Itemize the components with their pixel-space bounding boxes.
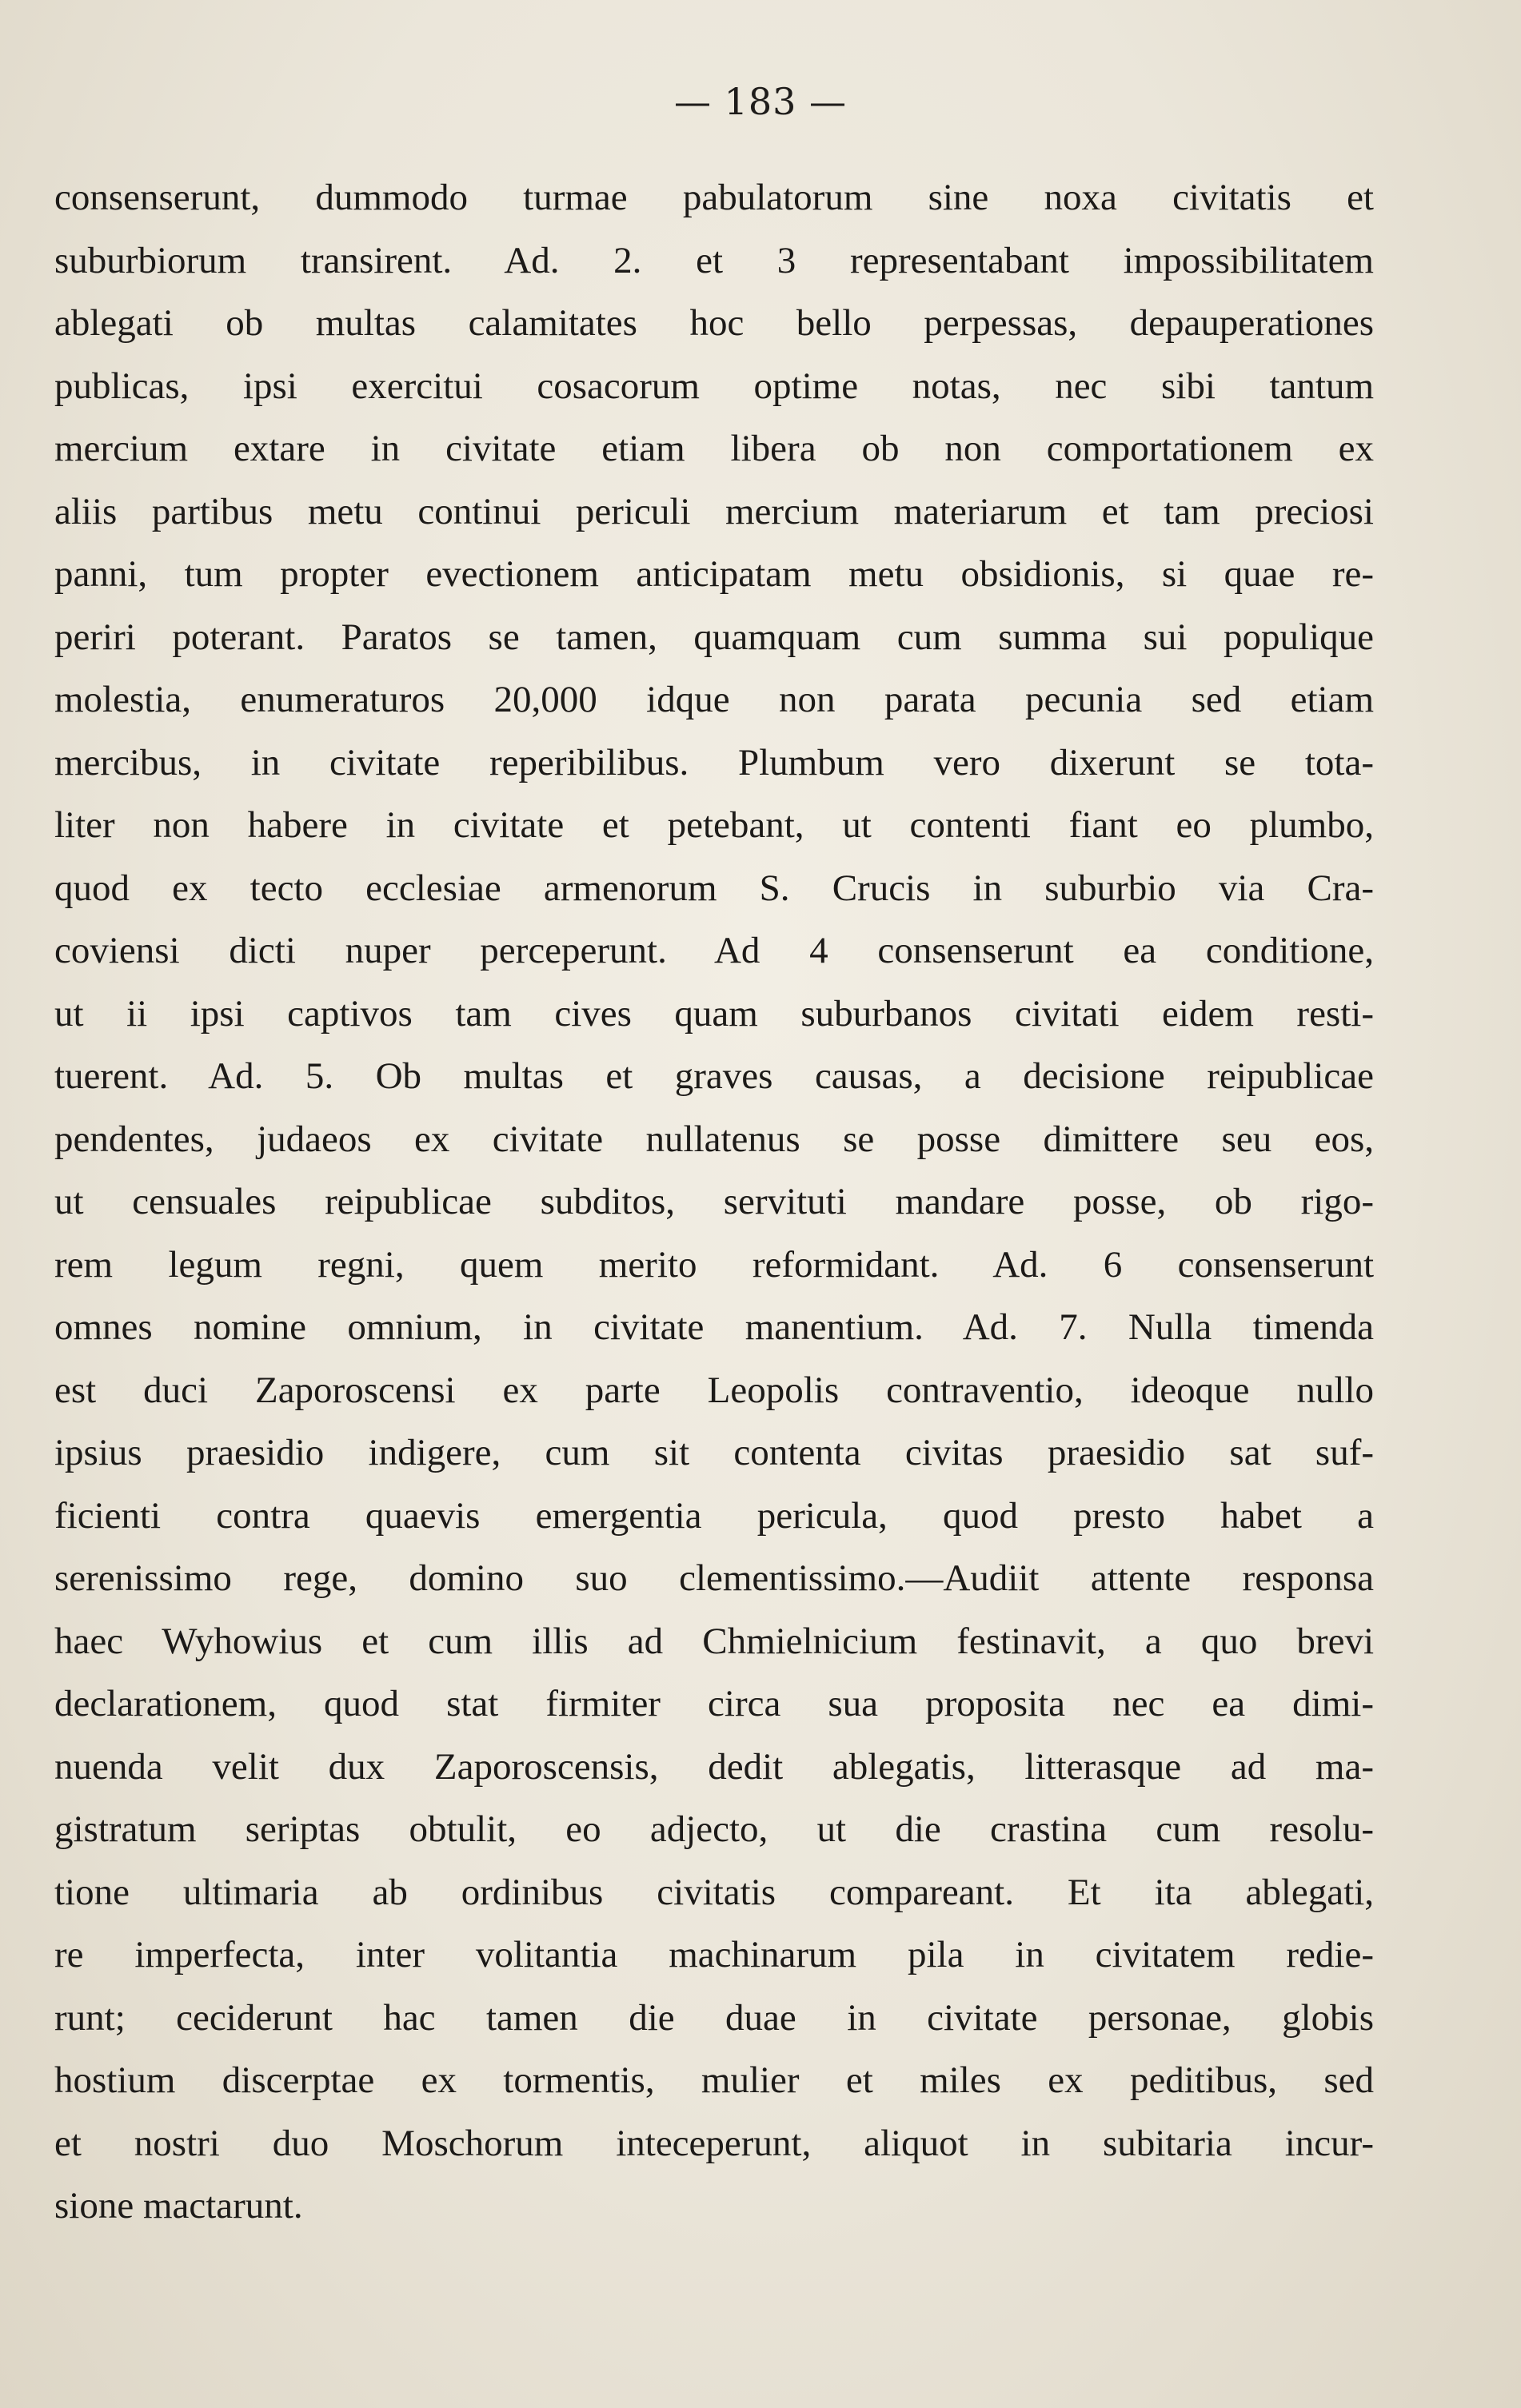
text-line: pendentes, judaeos ex civitate nullatenus se posse dimittere seu eos,	[54, 1118, 1374, 1160]
text-line: est duci Zaporoscensi ex parte Leopolis contraventio, ideoque nullo	[54, 1369, 1374, 1411]
text-line: gistratum seriptas obtulit, eo adjecto, ut die crastina cum resolu-	[54, 1808, 1374, 1850]
text-line: periri poterant. Paratos se tamen, quamquam cum summa sui populique	[54, 616, 1374, 658]
text-line: nuenda velit dux Zaporoscensis, dedit ablegatis, litterasque ad ma-	[54, 1745, 1374, 1788]
text-line: runt; ceciderunt hac tamen die duae in civitate personae, globis	[54, 1996, 1374, 2039]
text-line: omnes nomine omnium, in civitate manentium. Ad. 7. Nulla timenda	[54, 1306, 1374, 1348]
text-line: ablegati ob multas calamitates hoc bello perpessas, depauperationes	[54, 302, 1374, 344]
page-number: — 183 —	[673, 80, 848, 123]
text-line: serenissimo rege, domino suo clementissimo.—Audiit attente responsa	[54, 1557, 1374, 1599]
text-line: quod ex tecto ecclesiae armenorum S. Crucis in suburbio via Cra-	[54, 867, 1374, 909]
text-line: tione ultimaria ab ordinibus civitatis compareant. Et ita ablegati,	[54, 1871, 1374, 1913]
text-line: consenserunt, dummodo turmae pabulatorum sine noxa civitatis et	[54, 177, 1374, 218]
text-line: ipsius praesidio indigere, cum sit contenta civitas praesidio sat suf-	[54, 1432, 1374, 1473]
text-line: mercibus, in civitate reperibilibus. Plumbum vero dixerunt se tota-	[54, 741, 1374, 783]
text-line: ut ii ipsi captivos tam cives quam suburbanos civitati eidem resti-	[54, 992, 1374, 1035]
text-line: rem legum regni, quem merito reformidant. Ad. 6 consenserunt	[54, 1243, 1374, 1286]
text-line: tuerent. Ad. 5. Ob multas et graves causas, a decisione reipublicae	[54, 1055, 1374, 1097]
text-line: coviensi dicti nuper perceperunt. Ad 4 consenserunt ea conditione,	[54, 930, 1374, 971]
text-line: sione mactarunt.	[54, 2185, 303, 2227]
text-line: mercium extare in civitate etiam libera ob non comportationem ex	[54, 428, 1374, 469]
text-line: suburbiorum transirent. Ad. 2. et 3 representabant impossibilitatem	[54, 239, 1374, 281]
text-line: ut censuales reipublicae subditos, servituti mandare posse, ob rigo-	[54, 1181, 1374, 1222]
text-line: declarationem, quod stat firmiter circa sua proposita nec ea dimi-	[54, 1683, 1374, 1724]
text-line: liter non habere in civitate et petebant, ut contenti fiant eo plumbo,	[54, 804, 1374, 846]
text-line: re imperfecta, inter volitantia machinarum pila in civitatem redie-	[54, 1934, 1374, 1975]
text-line: panni, tum propter evectionem anticipatam metu obsidionis, si quae re-	[54, 553, 1374, 595]
text-line: et nostri duo Moschorum inteceperunt, aliquot in subitaria incur-	[54, 2122, 1374, 2164]
text-line: haec Wyhowius et cum illis ad Chmielnicium festinavit, a quo brevi	[54, 1620, 1374, 1662]
text-line: molestia, enumeraturos 20,000 idque non parata pecunia sed etiam	[54, 679, 1374, 720]
body-text	[54, 166, 1374, 2238]
text-line: publicas, ipsi exercitui cosacorum optime notas, nec sibi tantum	[54, 365, 1374, 407]
text-line: aliis partibus metu continui periculi mercium materiarum et tam preciosi	[54, 490, 1374, 532]
text-line: hostium discerptae ex tormentis, mulier et miles ex peditibus, sed	[54, 2059, 1374, 2101]
text-line: ficienti contra quaevis emergentia pericula, quod presto habet a	[54, 1494, 1374, 1537]
